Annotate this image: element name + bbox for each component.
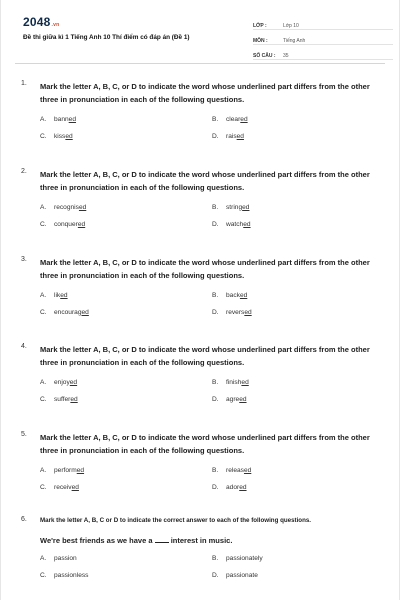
option-letter: D. xyxy=(212,309,219,316)
option-letter: C. xyxy=(40,484,47,491)
option-word-stem: rais xyxy=(226,133,237,140)
option-underlined-part: ed xyxy=(71,484,79,491)
option-word-stem: watch xyxy=(226,221,244,228)
question-text: Mark the letter A, B, C, or D to indicate the word whose underlined part differs from the other three in pronunciation in each of the following questions. xyxy=(40,433,370,455)
option-underlined-part: ed xyxy=(239,396,247,403)
meta-label: LỚP : xyxy=(253,23,267,29)
option-letter: D. xyxy=(212,572,219,579)
question-text: Mark the letter A, B, C, or D to indicate the word whose underlined part differs from the other three in pronunciation in each of the following questions. xyxy=(40,258,370,280)
answer-option[interactable] xyxy=(212,379,384,386)
option-word xyxy=(54,133,73,140)
answer-option[interactable] xyxy=(40,116,212,123)
option-word xyxy=(226,204,249,211)
option-word-stem: clear xyxy=(226,116,241,123)
answer-option[interactable] xyxy=(40,221,212,228)
option-word-stem: agre xyxy=(226,396,240,403)
answer-option[interactable] xyxy=(212,204,384,211)
meta-row-class xyxy=(253,15,393,30)
option-letter: D. xyxy=(212,221,219,228)
option-underlined-part: ed xyxy=(243,221,251,228)
option-underlined-part: ed xyxy=(244,309,252,316)
option-underlined-part: ed xyxy=(243,467,252,474)
answer-options xyxy=(40,467,384,491)
question-text: Mark the letter A, B, C, or D to indicate the word whose underlined part differs from the other three in pronunciation in each of the following questions. xyxy=(40,345,370,367)
answer-options xyxy=(40,379,384,403)
answer-blank xyxy=(155,542,169,543)
option-word-stem: back xyxy=(226,292,240,299)
option-underlined-part: ed xyxy=(81,309,89,316)
option-underlined-part: ed xyxy=(68,116,77,123)
option-word-stem: bann xyxy=(54,116,69,123)
option-word-stem: enjoy xyxy=(54,379,70,386)
option-word-stem: string xyxy=(226,204,243,211)
option-word: passionately xyxy=(226,555,263,562)
option-word-stem: receiv xyxy=(54,484,72,491)
question-number: 1. xyxy=(21,80,27,87)
answer-option[interactable] xyxy=(212,116,384,123)
option-word xyxy=(54,204,86,211)
header-divider xyxy=(15,63,385,64)
question-1 xyxy=(15,80,384,140)
option-word-stem: encourag xyxy=(54,309,82,316)
option-word-stem: releas xyxy=(226,467,244,474)
meta-value: Tiếng Anh xyxy=(283,38,306,44)
option-letter: B. xyxy=(212,379,219,386)
meta-row-count xyxy=(253,45,393,60)
question-number: 4. xyxy=(21,343,27,350)
option-letter: B. xyxy=(212,292,219,299)
option-underlined-part: ed xyxy=(69,379,78,386)
exam-meta xyxy=(253,15,393,60)
option-letter: C. xyxy=(40,396,47,403)
option-word xyxy=(54,309,89,316)
logo-sub: .vn xyxy=(51,22,60,28)
option-underlined-part: ed xyxy=(240,116,248,123)
meta-label: MÔN : xyxy=(253,38,268,44)
option-word xyxy=(54,379,77,386)
question-sentence xyxy=(40,536,384,545)
answer-option[interactable] xyxy=(212,484,384,491)
option-word xyxy=(226,484,247,491)
option-letter: A. xyxy=(40,555,47,562)
option-word-stem: recognis xyxy=(54,204,79,211)
option-word xyxy=(54,221,85,228)
option-word-stem: finish xyxy=(226,379,242,386)
option-word-stem: conquer xyxy=(54,221,78,228)
sentence-after: interest in music. xyxy=(170,536,233,545)
answer-option[interactable] xyxy=(212,467,384,474)
option-word xyxy=(54,116,76,123)
option-letter: D. xyxy=(212,133,219,140)
option-letter: A. xyxy=(40,292,47,299)
question-5 xyxy=(15,431,384,491)
question-3 xyxy=(15,256,384,316)
answer-option[interactable] xyxy=(40,379,212,386)
answer-option[interactable] xyxy=(40,572,212,579)
option-letter: A. xyxy=(40,379,47,386)
option-word xyxy=(226,116,248,123)
option-letter: A. xyxy=(40,204,47,211)
option-underlined-part: ed xyxy=(78,204,87,211)
question-4 xyxy=(15,343,384,403)
option-letter: A. xyxy=(40,467,47,474)
option-underlined-part: ed xyxy=(65,133,73,140)
answer-options xyxy=(40,204,384,228)
option-letter: B. xyxy=(212,204,219,211)
option-word-stem: revers xyxy=(226,309,245,316)
option-underlined-part: ed xyxy=(239,484,247,491)
answer-option[interactable] xyxy=(212,292,384,299)
option-word-stem: perform xyxy=(54,467,77,474)
option-underlined-part: ed xyxy=(236,133,244,140)
option-word: passionate xyxy=(226,572,258,579)
question-number: 6. xyxy=(21,516,27,523)
option-word xyxy=(54,467,84,474)
option-underlined-part: ed xyxy=(239,292,248,299)
option-underlined-part: ed xyxy=(70,396,78,403)
site-logo[interactable] xyxy=(23,15,59,29)
option-underlined-part: ed xyxy=(77,221,86,228)
meta-value: Lớp 10 xyxy=(283,23,299,29)
question-text: Mark the letter A, B, C, or D to indicate the word whose underlined part differs from the other three in pronunciation in each of the following questions. xyxy=(40,170,370,192)
option-word: passion xyxy=(54,555,77,562)
option-letter: C. xyxy=(40,133,47,140)
question-number: 5. xyxy=(21,431,27,438)
option-word xyxy=(226,221,251,228)
answer-option[interactable] xyxy=(212,555,384,562)
option-letter: D. xyxy=(212,396,219,403)
meta-value: 35 xyxy=(283,53,289,59)
question-number: 2. xyxy=(21,168,27,175)
meta-label: SỐ CÂU : xyxy=(253,53,276,59)
answer-option[interactable] xyxy=(40,309,212,316)
option-word xyxy=(226,309,252,316)
answer-option[interactable] xyxy=(40,396,212,403)
answer-option[interactable] xyxy=(212,572,384,579)
answer-option[interactable] xyxy=(40,204,212,211)
option-letter: B. xyxy=(212,467,219,474)
option-word xyxy=(54,396,78,403)
option-word xyxy=(54,484,79,491)
answer-option[interactable] xyxy=(212,133,384,140)
option-word-stem: lik xyxy=(54,292,61,299)
question-text: Mark the letter A, B, C or D to indicate the correct answer to each of the following questions. xyxy=(40,517,312,524)
option-word-stem: ador xyxy=(226,484,240,491)
exam-title: Đề thi giữa kì 1 Tiếng Anh 10 Thí điểm có đáp án (Đề 1) xyxy=(23,34,190,41)
question-number: 3. xyxy=(21,256,27,263)
answer-option[interactable] xyxy=(40,555,212,562)
answer-option[interactable] xyxy=(40,484,212,491)
question-6 xyxy=(15,516,384,579)
question-2 xyxy=(15,168,384,228)
option-word-stem: kiss xyxy=(54,133,66,140)
answer-options xyxy=(40,116,384,140)
question-text: Mark the letter A, B, C, or D to indicate the word whose underlined part differs from the other three in pronunciation in each of the following questions. xyxy=(40,82,370,104)
option-word-stem: suffer xyxy=(54,396,71,403)
answer-options xyxy=(40,292,384,316)
answer-option[interactable] xyxy=(212,396,384,403)
answer-option[interactable] xyxy=(40,292,212,299)
answer-option[interactable] xyxy=(40,467,212,474)
option-letter: C. xyxy=(40,572,47,579)
option-underlined-part: ed xyxy=(242,204,250,211)
answer-option[interactable] xyxy=(212,221,384,228)
option-word xyxy=(226,292,247,299)
meta-row-subject xyxy=(253,30,393,45)
option-letter: D. xyxy=(212,484,219,491)
option-underlined-part: ed xyxy=(241,379,249,386)
option-underlined-part: ed xyxy=(60,292,68,299)
option-letter: B. xyxy=(212,555,219,562)
option-word xyxy=(226,379,249,386)
option-underlined-part: ed xyxy=(76,467,85,474)
option-word xyxy=(54,292,68,299)
answer-options xyxy=(40,555,384,579)
page-header xyxy=(15,0,385,59)
logo-main: 2048 xyxy=(23,15,51,29)
sentence-before: We're best friends as we have a xyxy=(40,536,153,545)
option-letter: B. xyxy=(212,116,219,123)
option-letter: C. xyxy=(40,309,47,316)
option-word xyxy=(226,133,244,140)
option-letter: A. xyxy=(40,116,47,123)
answer-option[interactable] xyxy=(212,309,384,316)
option-word xyxy=(226,467,251,474)
answer-option[interactable] xyxy=(40,133,212,140)
option-word: passionless xyxy=(54,572,89,579)
option-word xyxy=(226,396,247,403)
option-letter: C. xyxy=(40,221,47,228)
